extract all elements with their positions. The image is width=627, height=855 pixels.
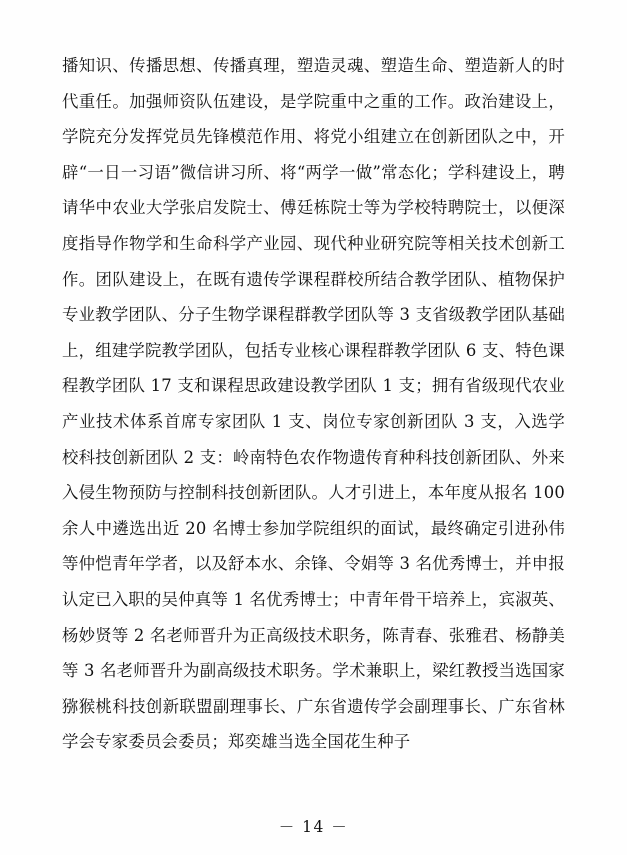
page-spacer — [62, 760, 565, 797]
page-number: － 14 － — [278, 818, 349, 836]
page-footer — [62, 797, 565, 855]
body-paragraph: 播知识、传播思想、传播真理，塑造灵魂、塑造生命、塑造新人的时代重任。加强师资队伍建设，是学院重中之重的工作。政治建设上，学院充分发挥党员先锋模范作用、将党小组建立在创新团队之中，开辟“一日一习语”微信讲习所、将“两学一做”常态化；学科建设上，聘请华中农业大学张启发院士、傅廷栋院士等为学校特聘院士，以便深度指导作物学和生命科学产业园、现代种业研究院等相关技术创新工作。团队建设上，在既有遗传学课程群校所结合教学团队、植物保护专业教学团队、分子生物学课程群教学团队等 3 支省级教学团队基础上，组建学院教学团队，包括专业核心课程群教学团队 6 支、特色课程教学团队 17 支和课程思政建设教学团队 1 支；拥有省级现代农业产业技术体系首席专家团队 1 支、岗位专家创新团队 3 支，入选学校科技创新团队 2 支：岭南特色农作物遗传育种科技创新团队、外来入侵生物预防与控制科技创新团队。人才引进上，本年度从报名 100 余人中遴选出近 20 名博士参加学院组织的面试，最终确定引进孙伟等仲恺青年学者，以及舒本水、余锋、令娟等 3 名优秀博士，并申报认定已入职的吴仲真等 1 名优秀博士；中青年骨干培养上，宾淑英、杨妙贤等 2 名老师晋升为正高级技术职务，陈青春、张雅君、杨静美等 3 名老师晋升为副高级技术职务。学术兼职上，梁红教授当选国家猕猴桃科技创新联盟副理事长、广东省遗传学会副理事长、广东省林学会专家委员会委员；郑奕雄当选全国花生种子 — [62, 56, 571, 752]
